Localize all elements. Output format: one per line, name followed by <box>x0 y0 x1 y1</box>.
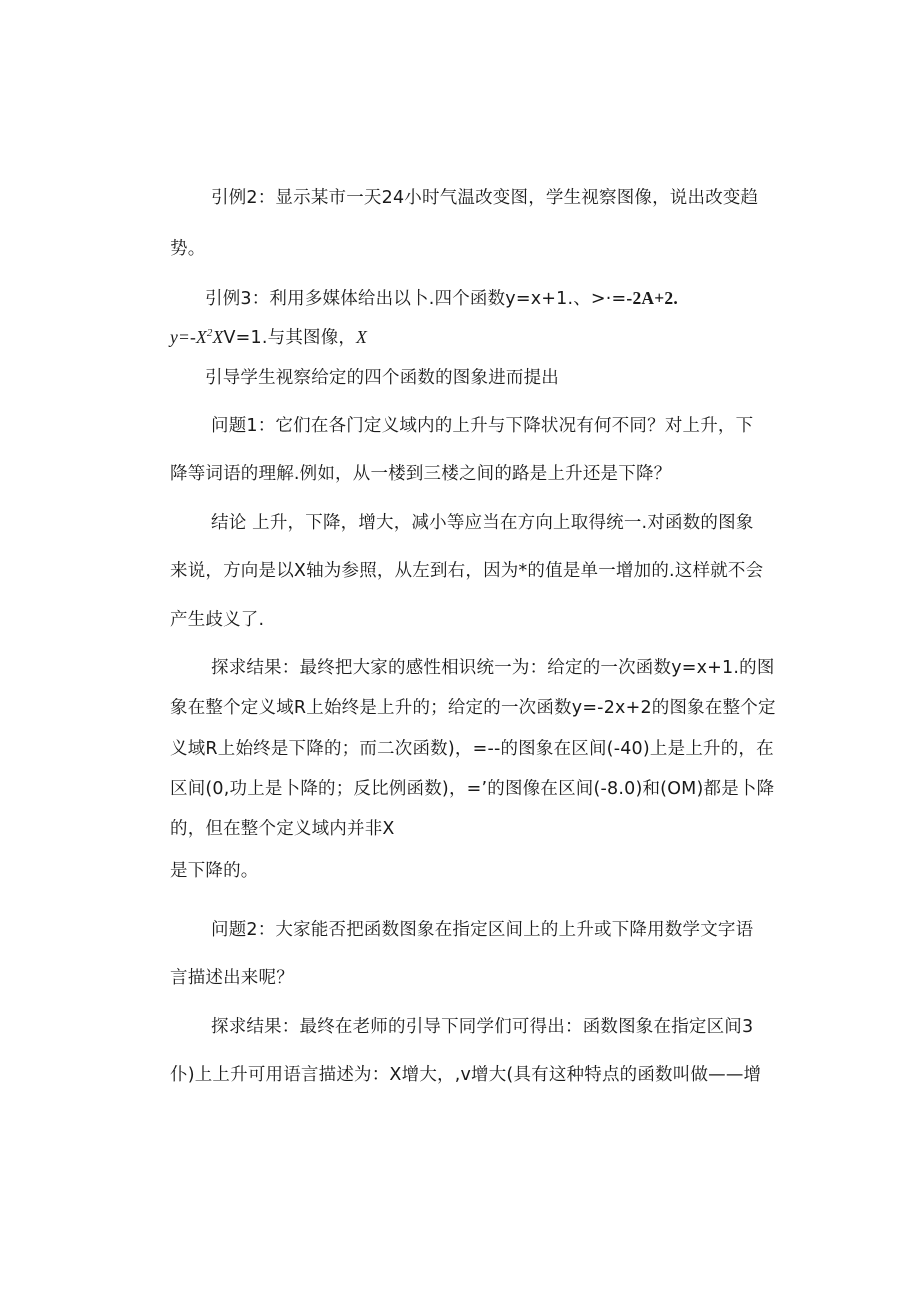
paragraph-conclusion-line-2: 来说，方向是以X轴为参照，从左到右，因为*的值是单一增加的.这样就不会 <box>170 561 764 581</box>
paragraph-conclusion-line-3: 产生歧义了. <box>170 610 265 630</box>
paragraph-question-2-line-2: 言描述出来呢？ <box>170 968 294 988</box>
paragraph-result-1-line-1: 探求结果：最终把大家的感性相识统一为：给定的一次函数y=x+1.的图 <box>211 658 775 678</box>
formula-quadratic: y=-X <box>170 327 207 347</box>
paragraph-question-2-line-1: 问题2：大家能否把函数图象在指定区间上的上升或下降用数学文字语 <box>211 920 754 940</box>
paragraph-example-3-line-1 <box>205 286 678 311</box>
paragraph-example-2-line-2: 势。 <box>170 239 206 259</box>
paragraph-guide-line: 引导学生视察给定的四个函数的图象进而提出 <box>205 368 559 388</box>
paragraph-result-1-line-3: 义域R上始终是下降的；而二次函数)，=--的图象在区间(-40)上是上升的，在 <box>170 739 774 759</box>
paragraph-result-2-line-1: 探求结果：最终在老师的引导下同学们可得出：函数图象在指定区间3 <box>211 1017 754 1037</box>
paragraph-question-1-line-2: 降等词语的理解.例如，从一楼到三楼之间的路是上升还是下降？ <box>170 464 672 484</box>
example-3-formula: -2A+2. <box>626 288 678 308</box>
paragraph-example-3-line-2 <box>170 325 367 350</box>
formula-trailing-x: X <box>356 327 368 347</box>
paragraph-conclusion-line-1: 结论 上升，下降，增大，减小等应当在方向上取得统一.对函数的图象 <box>211 513 754 533</box>
paragraph-question-1-line-1: 问题1：它们在各门定义域内的上升与下降状况有何不同？对上升，下 <box>211 416 754 436</box>
formula-exponent: 2 <box>206 327 213 340</box>
paragraph-result-1-line-6: 是下降的。 <box>170 861 259 881</box>
paragraph-result-2-line-2: 仆)上上升可用语言描述为：X增大，,v增大(具有这种特点的函数叫做——增 <box>170 1065 762 1085</box>
formula-text: V=1.与其图像， <box>223 328 357 348</box>
example-3-text: 引例3：利用多媒体给出以卜.四个函数y=x+1.、>·= <box>205 289 627 309</box>
paragraph-result-1-line-2: 象在整个定义域R上始终是上升的；给定的一次函数y=-2x+2的图象在整个定 <box>170 698 776 718</box>
paragraph-example-2-line-1: 引例2：显示某市一天24小时气温改变图，学生视察图像，说出改变趋 <box>211 188 759 208</box>
paragraph-result-1-line-4: 区间(0,功上是卜降的；反比例函数)，=’的图像在区间(-8.0)和(OM)都是卜降 <box>170 779 775 799</box>
formula-symbol: X <box>212 327 224 347</box>
paragraph-result-1-line-5: 的，但在整个定义域内并非X <box>170 819 395 839</box>
